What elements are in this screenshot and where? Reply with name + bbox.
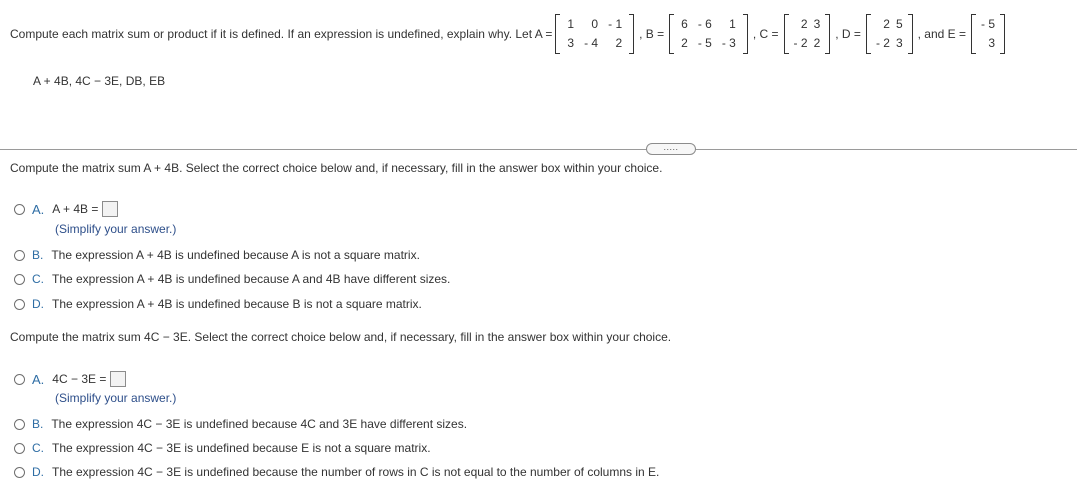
choice-text: A + 4B = xyxy=(52,202,99,216)
radio-button[interactable] xyxy=(14,250,25,261)
choice-1a[interactable] xyxy=(14,201,118,217)
choice-1d[interactable] xyxy=(14,297,422,311)
choice-2b[interactable] xyxy=(14,417,467,431)
choice-2c[interactable] xyxy=(14,441,431,455)
expression-list: A + 4B, 4C − 3E, DB, EB xyxy=(33,74,166,88)
matrix-a-cell: - 1 xyxy=(608,17,623,31)
choice-2d[interactable] xyxy=(14,465,659,479)
choice-text: The expression A + 4B is undefined because A is not a square matrix. xyxy=(51,248,420,262)
simplify-note: (Simplify your answer.) xyxy=(55,391,177,405)
section-divider xyxy=(0,149,1077,150)
matrix-b-cell: - 3 xyxy=(721,36,736,50)
matrix-c-label: , C = xyxy=(752,27,779,41)
choice-text: 4C − 3E = xyxy=(52,372,107,386)
matrix-a-cell: 3 xyxy=(567,36,575,50)
show-more-button[interactable]: ..... xyxy=(646,143,696,155)
choice-text: The expression 4C − 3E is undefined because E is not a square matrix. xyxy=(52,441,431,455)
answer-input[interactable] xyxy=(102,201,118,217)
choice-text: The expression 4C − 3E is undefined because 4C and 3E have different sizes. xyxy=(51,417,468,431)
matrix-e-cell: - 5 xyxy=(981,17,996,31)
choice-letter: D. xyxy=(32,465,44,479)
matrix-b-label: , B = xyxy=(639,27,665,41)
matrix-c-cell: 2 xyxy=(800,17,808,31)
choice-letter: C. xyxy=(32,441,44,455)
radio-button[interactable] xyxy=(14,299,25,310)
matrix-e xyxy=(971,10,1005,58)
simplify-note: (Simplify your answer.) xyxy=(55,222,177,236)
choice-letter: A. xyxy=(32,371,45,387)
choice-1c[interactable] xyxy=(14,272,450,286)
matrix-a xyxy=(555,10,634,58)
question-part-2: Compute the matrix sum 4C − 3E. Select the correct choice below and, if necessary, fill in the answer box within your choice. xyxy=(10,330,672,344)
matrix-d-cell: 3 xyxy=(895,36,903,50)
matrix-b-cell: - 6 xyxy=(697,17,712,31)
matrix-a-cell: - 4 xyxy=(584,36,599,50)
matrix-b-cell: 2 xyxy=(681,36,688,50)
matrix-c-cell: 2 xyxy=(813,36,821,50)
radio-button[interactable] xyxy=(14,204,25,215)
answer-input[interactable] xyxy=(110,371,126,387)
choice-letter: C. xyxy=(32,272,44,286)
choice-text: The expression 4C − 3E is undefined because the number of rows in C is not equal to the number of columns in E. xyxy=(52,465,660,479)
matrix-c-cell: - 2 xyxy=(793,36,808,50)
matrix-d-cell: - 2 xyxy=(875,36,890,50)
matrix-d-cell: 2 xyxy=(883,17,890,31)
matrix-b-cell: 1 xyxy=(729,17,736,31)
choice-letter: B. xyxy=(32,248,44,262)
choice-2a[interactable] xyxy=(14,371,126,387)
matrix-e-cell: 3 xyxy=(988,36,996,50)
matrix-c xyxy=(784,10,831,58)
matrix-b xyxy=(669,10,748,58)
radio-button[interactable] xyxy=(14,274,25,285)
matrix-a-cell: 1 xyxy=(567,17,575,31)
matrix-e-label: , and E = xyxy=(917,27,967,41)
question-part-1: Compute the matrix sum A + 4B. Select the correct choice below and, if necessary, fill in the answer box within your choice. xyxy=(10,161,663,175)
matrix-a-cell: 0 xyxy=(591,17,599,31)
choice-text: The expression A + 4B is undefined because B is not a square matrix. xyxy=(52,297,422,311)
matrix-d-cell: 5 xyxy=(895,17,903,31)
matrix-c-cell: 3 xyxy=(813,17,821,31)
choice-letter: B. xyxy=(32,417,44,431)
matrix-a-cell: 2 xyxy=(615,36,623,50)
matrix-d-label: , D = xyxy=(835,27,861,41)
choice-letter: A. xyxy=(32,201,45,217)
matrix-b-cell: 6 xyxy=(681,17,688,31)
choice-text: The expression A + 4B is undefined because A and 4B have different sizes. xyxy=(52,272,451,286)
problem-intro: Compute each matrix sum or product if it is defined. If an expression is undefined, explain why. Let A = xyxy=(10,27,553,41)
radio-button[interactable] xyxy=(14,467,25,478)
choice-letter: D. xyxy=(32,297,44,311)
matrix-d xyxy=(866,10,913,58)
radio-button[interactable] xyxy=(14,374,25,385)
choice-1b[interactable] xyxy=(14,248,420,262)
radio-button[interactable] xyxy=(14,419,25,430)
problem-statement xyxy=(10,8,1005,60)
radio-button[interactable] xyxy=(14,443,25,454)
matrix-b-cell: - 5 xyxy=(697,36,712,50)
